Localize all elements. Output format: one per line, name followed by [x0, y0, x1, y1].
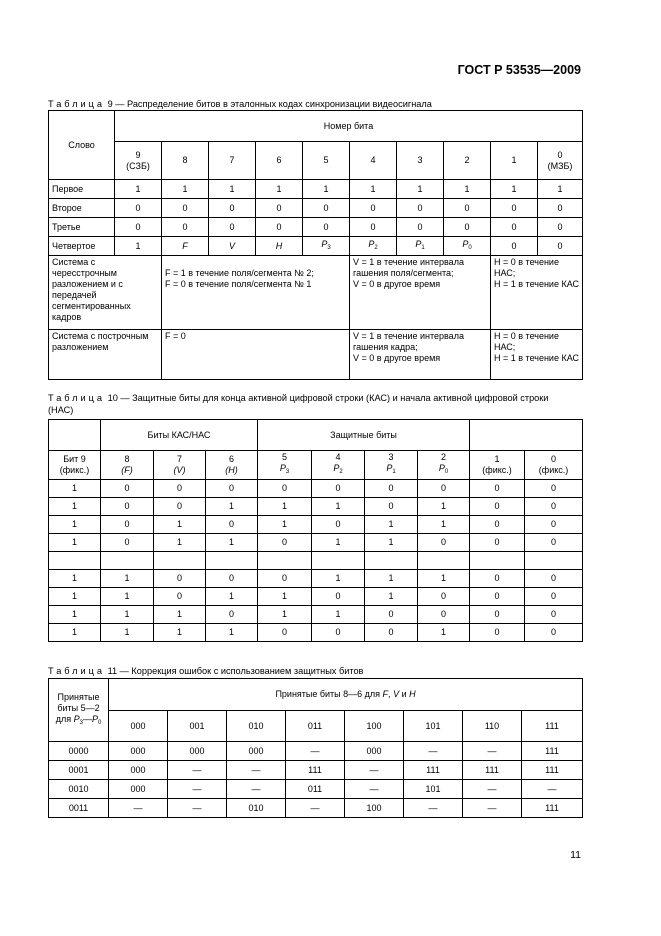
table10-cell: 0 — [101, 480, 154, 498]
bit-number: 6 — [228, 454, 234, 464]
bit-number: 5 — [281, 452, 287, 462]
table11-cell: — — [286, 799, 345, 818]
bit-number: 2 — [441, 452, 447, 462]
table10-cell: 0 — [101, 498, 154, 516]
table9-cell: 0 — [256, 218, 303, 237]
table11-cell: — — [463, 799, 522, 818]
table10-cell: 0 — [154, 498, 206, 516]
table10-cell: 0 — [154, 570, 206, 588]
table10-cell: 1 — [258, 606, 312, 624]
table-row — [49, 480, 583, 498]
table10-cell: 0 — [258, 534, 312, 552]
table9-word: Первое — [49, 180, 115, 199]
bit-symbol: P — [438, 463, 445, 473]
table10-head-bit9: Бит 9 (фикс.) — [49, 451, 101, 480]
table10-cell: 1 — [101, 624, 154, 642]
table10-cell: 0 — [258, 480, 312, 498]
table9-cell: 0 — [115, 218, 162, 237]
empty-cell — [258, 552, 312, 570]
table11-col-values — [49, 711, 583, 742]
table9-bit: 1 — [491, 142, 538, 180]
table9-bit: 2 — [444, 142, 491, 180]
table9-cell: 1 — [491, 180, 538, 199]
table10-caption-prefix: Таблица — [48, 393, 106, 403]
table10-cell: 0 — [470, 624, 525, 642]
table10-cell: 0 — [525, 624, 583, 642]
table-row — [49, 761, 583, 780]
table10-cell: 0 — [206, 516, 258, 534]
table11-col-value: 011 — [286, 711, 345, 742]
table10-cell: 0 — [525, 534, 583, 552]
empty-cell — [154, 552, 206, 570]
bit-symbol: (H) — [225, 465, 238, 475]
table11-cell: 010 — [227, 799, 286, 818]
table10-cell: 1 — [312, 534, 365, 552]
table11-col-value: 001 — [168, 711, 227, 742]
table10-cell: 1 — [49, 480, 101, 498]
table11-cell: 000 — [227, 742, 286, 761]
table10-cell: 1 — [154, 624, 206, 642]
subscript: 3 — [327, 244, 331, 251]
table11-col-value: 010 — [227, 711, 286, 742]
table9-bit-numbers — [49, 142, 583, 180]
table9-cell: 0 — [162, 218, 209, 237]
table10-cell: 1 — [365, 588, 418, 606]
table-row — [49, 218, 583, 237]
table11-cell: 100 — [345, 799, 404, 818]
table10-cell: 0 — [525, 498, 583, 516]
table9-cell: 0 — [538, 199, 583, 218]
table11-col-head — [109, 679, 583, 711]
empty-cell — [49, 552, 101, 570]
table10-cell: 1 — [49, 588, 101, 606]
table11-cell: 011 — [286, 780, 345, 799]
table-row — [49, 256, 583, 330]
table9-cell: 0 — [538, 218, 583, 237]
table10-cell: 0 — [418, 588, 470, 606]
table9-cell: 0 — [397, 199, 444, 218]
table9-caption — [48, 98, 432, 110]
table9-bit: 4 — [350, 142, 397, 180]
subscript: 0 — [468, 244, 472, 251]
table11-row-head-text: Принятые биты 5—2 для — [55, 691, 100, 724]
table10-cell: 1 — [418, 624, 470, 642]
table9-cell: 0 — [256, 199, 303, 218]
table9-cell-f: F — [162, 237, 209, 256]
table11-caption-prefix: Таблица — [48, 666, 106, 676]
table10-cell: 1 — [258, 498, 312, 516]
table11-cell: — — [345, 761, 404, 780]
table11-cell: 000 — [109, 761, 168, 780]
table10-cell: 1 — [312, 570, 365, 588]
table9-cell: 1 — [209, 180, 256, 199]
table11-cell: — — [109, 799, 168, 818]
table9-cell: 0 — [115, 199, 162, 218]
table10-cell: 0 — [470, 588, 525, 606]
table10-head-bit8 — [101, 451, 154, 480]
table9-cell: 0 — [397, 218, 444, 237]
table9-cell: 0 — [491, 237, 538, 256]
table10-cell: 0 — [525, 516, 583, 534]
bit-symbol: (V) — [173, 465, 186, 475]
table11-cell: — — [168, 761, 227, 780]
table11-row-key: 0010 — [49, 780, 109, 799]
table10-cell: 0 — [206, 570, 258, 588]
table9-cell: 1 — [115, 180, 162, 199]
symbol-p: P — [91, 713, 98, 724]
table9-cell: 1 — [538, 180, 583, 199]
table9-bit: 8 — [162, 142, 209, 180]
table10-cell: 0 — [525, 588, 583, 606]
table9-bit: 3 — [397, 142, 444, 180]
empty-cell — [206, 552, 258, 570]
table-row — [49, 742, 583, 761]
table11-cell: 101 — [404, 780, 463, 799]
table-row — [49, 237, 583, 256]
table10-caption — [48, 392, 568, 416]
table9-bit: 7 — [209, 142, 256, 180]
symbol-p: P — [73, 713, 80, 724]
table9-head-bits: Номер бита — [115, 111, 583, 142]
table9-cell-p3 — [303, 237, 350, 256]
table10-cell: 1 — [206, 498, 258, 516]
table9-cell: 1 — [162, 180, 209, 199]
table10-cell: 0 — [525, 606, 583, 624]
table11-col-value: 000 — [109, 711, 168, 742]
table11-cell: 000 — [168, 742, 227, 761]
bit-symbol: P — [333, 463, 340, 473]
empty-cell — [418, 552, 470, 570]
table9-v-description: V = 1 в течение интервала гашения кадра; V = 0 в другое время — [350, 330, 491, 380]
table11-cell: — — [404, 799, 463, 818]
table10-head-bit0: 0 (фикс.) — [525, 451, 583, 480]
table10-caption-text: 10 — Защитные биты для конца активной цифровой строки (КАС) и начала активной цифровой строки (НАС) — [48, 393, 549, 415]
table9-cell: 0 — [162, 199, 209, 218]
table11-cell: — — [345, 780, 404, 799]
table9-bit: 5 — [303, 142, 350, 180]
table9-bit: 9 (СЗБ) — [115, 142, 162, 180]
table10-cell: 1 — [418, 516, 470, 534]
table9-bit: 0 (МЗБ) — [538, 142, 583, 180]
bit-symbol: P — [279, 463, 286, 473]
bit-symbol: (F) — [121, 465, 133, 475]
table9-f-description: F = 0 — [162, 330, 350, 380]
table11-col-value: 111 — [522, 711, 583, 742]
table9-cell: 1 — [115, 237, 162, 256]
table9-caption-text: 9 — Распределение битов в эталонных кодах синхронизации видеосигнала — [107, 99, 432, 109]
table10-cell: 1 — [206, 534, 258, 552]
table10-cell: 0 — [312, 480, 365, 498]
table10-cell: 1 — [154, 606, 206, 624]
table10-head-bit7 — [154, 451, 206, 480]
table10-cell: 0 — [470, 516, 525, 534]
table10-cell: 1 — [365, 516, 418, 534]
table9-cell: 0 — [491, 199, 538, 218]
bit-number: 3 — [388, 452, 394, 462]
table9-cell: 1 — [303, 180, 350, 199]
table9-f-description: F = 1 в течение поля/сегмента № 2; F = 0 в течение поля/сегмента № 1 — [162, 256, 350, 330]
table10-head-bit1: 1 (фикс.) — [470, 451, 525, 480]
table10-cell: 1 — [49, 624, 101, 642]
table10-cell: 0 — [258, 570, 312, 588]
subscript: 2 — [339, 469, 343, 475]
table-row — [49, 780, 583, 799]
table11-caption — [48, 665, 363, 677]
table10-cell: 1 — [258, 588, 312, 606]
table10-cell: 0 — [470, 570, 525, 588]
table11-col-head-text: Принятые биты 8—6 для — [275, 689, 383, 699]
table10-cell: 1 — [101, 606, 154, 624]
table10-cell: 0 — [206, 480, 258, 498]
page-number: 11 — [570, 849, 581, 861]
table10-cell: 1 — [206, 624, 258, 642]
table9-cell-h: H — [256, 237, 303, 256]
table11-cell: — — [463, 780, 522, 799]
table9-v-description: V = 1 в течение интервала гашения поля/сегмента; V = 0 в другое время — [350, 256, 491, 330]
subscript: 1 — [392, 469, 396, 475]
table-row — [49, 180, 583, 199]
table11-cell: — — [227, 761, 286, 780]
table10-cell: 0 — [206, 606, 258, 624]
table10-cell: 0 — [312, 588, 365, 606]
table10 — [48, 419, 583, 642]
comma: , — [388, 689, 394, 699]
table9-cell: 0 — [538, 237, 583, 256]
table11-cell: 000 — [109, 780, 168, 799]
table10-cell: 1 — [49, 606, 101, 624]
table9-cell: 0 — [209, 218, 256, 237]
empty-cell — [312, 552, 365, 570]
table10-cell: 1 — [418, 498, 470, 516]
subscript: 3 — [79, 719, 83, 726]
table10-cell: 0 — [365, 498, 418, 516]
table11-cell: 111 — [286, 761, 345, 780]
table-row — [49, 588, 583, 606]
empty-cell — [525, 552, 583, 570]
table10-column-heads — [49, 451, 583, 480]
table10-cell: 0 — [258, 624, 312, 642]
table9-cell: 0 — [350, 199, 397, 218]
table10-cell: 1 — [365, 570, 418, 588]
table11-cell: — — [404, 742, 463, 761]
empty-cell — [365, 552, 418, 570]
symbol-v: V — [393, 689, 400, 699]
table10-cell: 0 — [365, 606, 418, 624]
table9-word: Четвертое — [49, 237, 115, 256]
symbol-p: P — [368, 238, 375, 249]
subscript: 0 — [97, 719, 102, 726]
table10-cell: 0 — [365, 480, 418, 498]
table10-head-bit3 — [365, 451, 418, 480]
table11-cell: — — [168, 780, 227, 799]
table10-cell: 0 — [470, 534, 525, 552]
table11-caption-text: 11 — Коррекция ошибок с использованием защитных битов — [107, 666, 364, 676]
subscript: 1 — [421, 244, 425, 251]
table-row — [49, 330, 583, 380]
table-row — [49, 570, 583, 588]
table9-cell-v: V — [209, 237, 256, 256]
table10-cell: 1 — [154, 516, 206, 534]
standard-number: ГОСТ Р 53535—2009 — [457, 63, 581, 77]
empty-cell — [470, 552, 525, 570]
table10-cell: 0 — [101, 516, 154, 534]
subscript: 3 — [285, 469, 290, 475]
table11-row-key: 0011 — [49, 799, 109, 818]
table11-col-value: 100 — [345, 711, 404, 742]
table10-cell: 1 — [49, 516, 101, 534]
table9-cell-p2 — [350, 237, 397, 256]
table9-head-word: Слово — [49, 111, 115, 180]
bit-number: 8 — [124, 454, 130, 464]
table10-cell: 0 — [525, 570, 583, 588]
table9-cell: 0 — [350, 218, 397, 237]
table10-cell: 0 — [154, 480, 206, 498]
table10-cell: 0 — [365, 624, 418, 642]
and-text: и — [399, 689, 410, 699]
table10-cell: 0 — [470, 606, 525, 624]
table10-cell: 1 — [101, 570, 154, 588]
table9-cell: 1 — [397, 180, 444, 199]
table11-cell: 111 — [522, 742, 583, 761]
table10-cell: 1 — [365, 534, 418, 552]
subscript: 0 — [444, 469, 449, 475]
symbol-h: H — [409, 689, 416, 699]
table9-cell-p0 — [444, 237, 491, 256]
table10-cell: 0 — [525, 480, 583, 498]
table10-cell: 1 — [258, 516, 312, 534]
symbol-p: P — [415, 238, 422, 249]
table10-cell: 0 — [470, 498, 525, 516]
dash: — — [82, 713, 92, 724]
table10-head-bit6 — [206, 451, 258, 480]
subscript: 2 — [374, 244, 378, 251]
table11-cell: 111 — [522, 799, 583, 818]
symbol-p: P — [462, 238, 469, 249]
table11-cell: — — [463, 742, 522, 761]
empty-cell — [101, 552, 154, 570]
table9-system-progressive: Система с построчным разложением — [49, 330, 162, 380]
table9-word: Второе — [49, 199, 115, 218]
bit-number: 4 — [335, 452, 341, 462]
table9-cell: 0 — [209, 199, 256, 218]
table10-head-bit5 — [258, 451, 312, 480]
table9-h-description: H = 0 в течение НАС; H = 1 в течение КАС — [491, 256, 583, 330]
table11-row-head — [49, 679, 109, 742]
table10-head-bit4 — [312, 451, 365, 480]
table-row — [49, 624, 583, 642]
table9-bit: 6 — [256, 142, 303, 180]
table-row — [49, 799, 583, 818]
table9-cell: 0 — [444, 218, 491, 237]
table11-cell: — — [286, 742, 345, 761]
table11 — [48, 678, 583, 818]
table11-cell: 111 — [404, 761, 463, 780]
table10-head-bit2 — [418, 451, 470, 480]
symbol-p: P — [321, 238, 328, 249]
table9-cell: 0 — [444, 199, 491, 218]
table9-word: Третье — [49, 218, 115, 237]
table10-cell: 0 — [312, 516, 365, 534]
table10-cell: 1 — [101, 588, 154, 606]
table9-cell-p1 — [397, 237, 444, 256]
table10-cell: 0 — [154, 588, 206, 606]
table10-cell: 0 — [312, 624, 365, 642]
table-row — [49, 498, 583, 516]
table10-head-kas: Биты КАС/НАС — [101, 420, 258, 451]
table10-head-empty — [470, 420, 583, 451]
table10-cell: 0 — [418, 480, 470, 498]
table10-cell: 0 — [418, 534, 470, 552]
table10-cell: 1 — [49, 534, 101, 552]
table11-cell: — — [227, 780, 286, 799]
table10-cell: 1 — [154, 534, 206, 552]
table10-cell: 1 — [312, 606, 365, 624]
table10-cell: 0 — [101, 534, 154, 552]
table9-h-description: H = 0 в течение НАС; H = 1 в течение КАС — [491, 330, 583, 380]
table10-cell: 1 — [49, 570, 101, 588]
table10-cell: 1 — [49, 498, 101, 516]
table9-cell: 0 — [303, 218, 350, 237]
symbol-f: F — [382, 689, 389, 699]
table10-head-protect: Защитные биты — [258, 420, 470, 451]
bit-symbol: P — [386, 463, 393, 473]
table11-row-key: 0000 — [49, 742, 109, 761]
table11-col-value: 101 — [404, 711, 463, 742]
table10-spacer-row — [49, 552, 583, 570]
table11-cell: 000 — [345, 742, 404, 761]
table10-cell: 1 — [312, 498, 365, 516]
table10-cell: 0 — [418, 606, 470, 624]
table-row — [49, 516, 583, 534]
table-row — [49, 534, 583, 552]
table10-head-empty — [49, 420, 101, 451]
table-row — [49, 606, 583, 624]
table9 — [48, 110, 583, 380]
table-row — [49, 199, 583, 218]
table9-cell: 1 — [444, 180, 491, 199]
table10-cell: 1 — [418, 570, 470, 588]
table9-cell: 0 — [303, 199, 350, 218]
table11-cell: 111 — [522, 761, 583, 780]
table9-cell: 1 — [350, 180, 397, 199]
table11-cell: — — [168, 799, 227, 818]
table9-caption-prefix: Таблица — [48, 99, 106, 109]
table9-system-interlaced: Система с чересстрочным разложением и с передачей сегментированных кадров — [49, 256, 162, 330]
table11-col-value: 110 — [463, 711, 522, 742]
table10-cell: 1 — [206, 588, 258, 606]
table11-cell: 111 — [463, 761, 522, 780]
table10-cell: 0 — [470, 480, 525, 498]
bit-number: 7 — [176, 454, 182, 464]
table9-cell: 1 — [256, 180, 303, 199]
table11-cell: — — [522, 780, 583, 799]
table9-cell: 0 — [491, 218, 538, 237]
table11-row-key: 0001 — [49, 761, 109, 780]
table11-cell: 000 — [109, 742, 168, 761]
